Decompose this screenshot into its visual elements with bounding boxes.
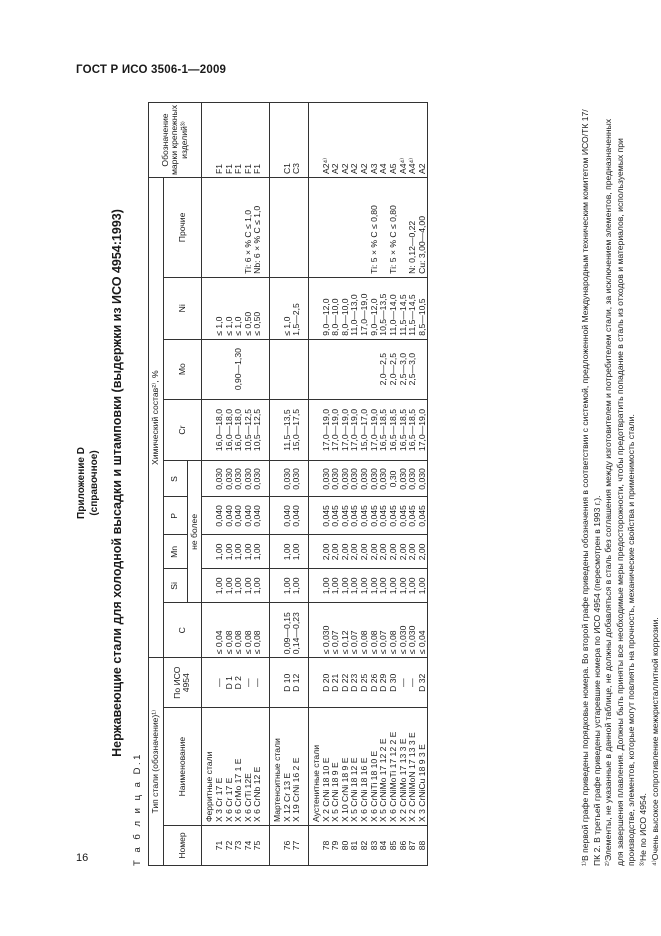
cell-ni: 17,0—19,0 <box>360 277 370 339</box>
cell-ni: 10,5—13,5 <box>379 277 389 339</box>
cell-si: 1,00 <box>244 569 254 603</box>
cell-s: 0,030 <box>253 461 263 497</box>
cell-other <box>225 178 235 278</box>
cell-grade: A2 <box>418 103 428 178</box>
cell-s: 0,030 <box>292 461 302 497</box>
cell-ni: ≤ 1,0 <box>234 277 244 339</box>
cell-mo <box>322 339 332 399</box>
cell-p: 0,045 <box>389 497 399 535</box>
appendix-title: Приложение D <box>76 447 87 519</box>
cell-si: 1,00 <box>283 569 293 603</box>
cell-ni: ≤ 1,0 <box>283 277 293 339</box>
cell-name: X 5 CrNiMo 17 12 2 E <box>379 708 389 826</box>
cell-other <box>341 178 351 278</box>
cell-num: 83 <box>370 826 380 866</box>
cell-name: X 2 CrNi 18 10 E <box>322 708 332 826</box>
cell-cr: 16,5—18,5 <box>399 399 409 461</box>
cell-c: ≤ 0,07 <box>350 603 360 658</box>
cell-si: 1,00 <box>408 569 418 603</box>
cell-cr: 16,0—18,0 <box>215 399 225 461</box>
cell-si: 1,00 <box>360 569 370 603</box>
cell-mn: 2,00 <box>379 535 389 569</box>
cell-num: 84 <box>379 826 389 866</box>
cell-cr: 17,0—19,0 <box>331 399 341 461</box>
cell-s: 0,030 <box>244 461 254 497</box>
group-label: Аустенитные стали <box>308 708 321 826</box>
cell-cr: 17,0—19,0 <box>341 399 351 461</box>
cell-ni: 11,5—14,5 <box>408 277 418 339</box>
cell-s: 0,030 <box>399 461 409 497</box>
cell-mo <box>360 339 370 399</box>
footnote-2: ²⁾Элементы, не указанные в данной таблице, не должны добавляться в сталь без соглашения между изготовителем и потребителем стали, за исключением элементов, предназначенных для завершения плавления. Должны быть приняты все необходимые меры предосторожности, чтобы предотвратить попадание в сталь из отходов и материалов, используемых при производстве, элементов, которые могут повлиять на прочность, механические свойства и применимость стали. <box>603 118 637 866</box>
header-p: P <box>163 497 187 535</box>
cell-c: ≤ 0,04 <box>215 603 225 658</box>
cell-cr: 16,5—18,5 <box>408 399 418 461</box>
footnote-4: ⁴⁾Очень высокое сопротивление межкристаллитной коррозии. <box>650 617 660 866</box>
cell-num: 74 <box>244 826 254 866</box>
cell-s: 0,030 <box>370 461 380 497</box>
header-other: Прочие <box>163 178 202 278</box>
cell-iso: D 30 <box>389 658 399 708</box>
cell-s: 0,030 <box>234 461 244 497</box>
cell-iso: — <box>408 658 418 708</box>
cell-s: 0,030 <box>283 461 293 497</box>
cell-num: 77 <box>292 826 302 866</box>
cell-num: 78 <box>322 826 332 866</box>
header-mn: Mn <box>163 535 187 569</box>
cell-s: 0,030 <box>331 461 341 497</box>
cell-mo: 2,0—2,5 <box>389 339 399 399</box>
cell-num: 87 <box>408 826 418 866</box>
cell-mn: 2,00 <box>399 535 409 569</box>
cell-p: 0,045 <box>331 497 341 535</box>
cell-iso: D 32 <box>418 658 428 708</box>
cell-ni: ≤ 0,50 <box>253 277 263 339</box>
footnote-3: ³⁾Не по ИСО 4954. <box>638 793 648 866</box>
cell-other <box>322 178 332 278</box>
cell-num: 76 <box>283 826 293 866</box>
cell-ni: 11,5—14,5 <box>399 277 409 339</box>
cell-cr: 17,0—19,0 <box>350 399 360 461</box>
cell-grade: A3 <box>370 103 380 178</box>
cell-grade: F1 <box>234 103 244 178</box>
cell-grade: A2 <box>350 103 360 178</box>
cell-si: 1,00 <box>370 569 380 603</box>
cell-grade: A4⁴⁾ <box>408 103 418 178</box>
cell-iso: D 22 <box>341 658 351 708</box>
cell-c: 0,09—0,15 <box>283 603 293 658</box>
cell-cr: 10,5—12,5 <box>253 399 263 461</box>
appendix-subtitle: (справочное) <box>89 450 100 516</box>
header-steel-type: Тип стали (обозначение)¹⁾ <box>149 658 164 866</box>
header-ni: Ni <box>163 277 202 339</box>
cell-mo <box>331 339 341 399</box>
cell-iso: D 25 <box>360 658 370 708</box>
cell-si: 1,00 <box>234 569 244 603</box>
table-body <box>202 103 428 866</box>
cell-other: Nb: 6 × % C ≤ 1,0 <box>253 178 263 278</box>
cell-mn: 1,00 <box>215 535 225 569</box>
cell-other <box>331 178 341 278</box>
cell-c: ≤ 0,08 <box>244 603 254 658</box>
cell-mn: 1,00 <box>292 535 302 569</box>
cell-name: X 6 CrNi 18 16 E <box>360 708 370 826</box>
cell-cr: 17,0—19,0 <box>322 399 332 461</box>
cell-c: ≤ 0,08 <box>370 603 380 658</box>
cell-mn: 1,00 <box>253 535 263 569</box>
cell-si: 1,00 <box>253 569 263 603</box>
cell-ni: 11,0—13,0 <box>350 277 360 339</box>
cell-p: 0,040 <box>215 497 225 535</box>
header-c: C <box>163 603 202 658</box>
cell-name: X 6 CrNb 12 E <box>253 708 263 826</box>
cell-name: X 6 CrMo 17 1 E <box>234 708 244 826</box>
cell-grade: F1 <box>225 103 235 178</box>
cell-iso: — <box>399 658 409 708</box>
cell-c: ≤ 0,12 <box>341 603 351 658</box>
cell-iso: D 26 <box>370 658 380 708</box>
cell-cr: 16,0—18,0 <box>225 399 235 461</box>
cell-other <box>292 178 302 278</box>
cell-ni: ≤ 1,0 <box>215 277 225 339</box>
cell-mn: 2,00 <box>360 535 370 569</box>
cell-other: Ti: 5 × % C ≤ 0,80 <box>370 178 380 278</box>
cell-mn: 2,00 <box>408 535 418 569</box>
cell-num: 85 <box>389 826 399 866</box>
cell-num: 80 <box>341 826 351 866</box>
cell-name: X 3 Cr 17 E <box>215 708 225 826</box>
cell-c: ≤ 0,07 <box>379 603 389 658</box>
cell-c: ≤ 0,08 <box>389 603 399 658</box>
cell-mo: 2,5—3,0 <box>399 339 409 399</box>
cell-c: ≤ 0,04 <box>418 603 428 658</box>
cell-mn: 1,00 <box>283 535 293 569</box>
cell-ni: 9,0—12,0 <box>322 277 332 339</box>
cell-mo <box>350 339 360 399</box>
header-number: Номер <box>163 826 202 866</box>
cell-cr: 15,0—17,0 <box>360 399 370 461</box>
cell-p: 0,045 <box>399 497 409 535</box>
cell-mo <box>215 339 225 399</box>
cell-num: 73 <box>234 826 244 866</box>
cell-mn: 1,00 <box>244 535 254 569</box>
cell-c: ≤ 0,08 <box>360 603 370 658</box>
cell-si: 1,00 <box>379 569 389 603</box>
cell-iso: D 23 <box>350 658 360 708</box>
cell-iso: D 2 <box>234 658 244 708</box>
cell-mo <box>292 339 302 399</box>
cell-mn: 2,00 <box>389 535 399 569</box>
cell-name: X 6 CrNiTi 18 10 E <box>370 708 380 826</box>
cell-si: 1,00 <box>418 569 428 603</box>
footnote-1: ¹⁾В первой графе приведены порядковые номера. Во второй графе приведены обозначения в соответствии с системой, предложенной Международным техническим комитетом ИСО/ТК 17/ПК 2. В третьей графе приведены устаревшие номера по ИСО 4954 (пересмотрен в 1993 г.). <box>580 109 602 866</box>
cell-iso: — <box>215 658 225 708</box>
cell-iso: D 21 <box>331 658 341 708</box>
cell-ni: ≤ 1,0 <box>225 277 235 339</box>
cell-grade: F1 <box>215 103 225 178</box>
steel-composition-table <box>148 102 428 866</box>
cell-num: 86 <box>399 826 409 866</box>
cell-iso: — <box>253 658 263 708</box>
cell-mo: 0,90—1,30 <box>234 339 244 399</box>
cell-other <box>215 178 225 278</box>
cell-si: 1,00 <box>322 569 332 603</box>
cell-other <box>283 178 293 278</box>
cell-si: 1,00 <box>399 569 409 603</box>
cell-p: 0,045 <box>341 497 351 535</box>
cell-name: X 10 CrNi 18 9 E <box>341 708 351 826</box>
cell-iso: — <box>244 658 254 708</box>
cell-p: 0,040 <box>244 497 254 535</box>
document-header: ГОСТ Р ИСО 3506-1—2009 <box>76 64 227 76</box>
cell-grade: A5 <box>389 103 399 178</box>
cell-other: N: 0,12—0,22 <box>408 178 418 278</box>
cell-mo <box>341 339 351 399</box>
cell-s: 0,30 <box>389 461 399 497</box>
cell-si: 1,00 <box>225 569 235 603</box>
cell-p: 0,040 <box>283 497 293 535</box>
cell-grade: F1 <box>244 103 254 178</box>
cell-cr: 16,5—18,5 <box>389 399 399 461</box>
group-label: Мартенситные стали <box>270 708 283 826</box>
cell-iso: D 20 <box>322 658 332 708</box>
cell-cr: 11,5—13,5 <box>283 399 293 461</box>
cell-ni: 8,0—10,0 <box>341 277 351 339</box>
cell-grade: F1 <box>253 103 263 178</box>
cell-si: 1,00 <box>341 569 351 603</box>
cell-name: X 6 CrNiMoTi 17 12 2 E <box>389 708 399 826</box>
cell-s: 0,030 <box>350 461 360 497</box>
cell-s: 0,030 <box>225 461 235 497</box>
header-grade: Обозначение марки крепежных изделий³⁾ <box>149 103 202 178</box>
cell-num: 82 <box>360 826 370 866</box>
cell-mn: 2,00 <box>341 535 351 569</box>
cell-p: 0,045 <box>350 497 360 535</box>
cell-c: 0,14—0,23 <box>292 603 302 658</box>
cell-num: 79 <box>331 826 341 866</box>
cell-ni: 8,0—10,0 <box>331 277 341 339</box>
cell-mo: 2,0—2,5 <box>379 339 389 399</box>
cell-mn: 2,00 <box>322 535 332 569</box>
cell-ni: ≤ 0,50 <box>244 277 254 339</box>
cell-ni: 8,5—10,5 <box>418 277 428 339</box>
cell-grade: A2 <box>341 103 351 178</box>
cell-p: 0,040 <box>292 497 302 535</box>
header-mo: Mo <box>163 339 202 399</box>
table-row <box>418 103 428 866</box>
cell-mn: 2,00 <box>331 535 341 569</box>
cell-p: 0,045 <box>408 497 418 535</box>
cell-grade: A2 <box>331 103 341 178</box>
header-max: не более <box>187 461 202 603</box>
cell-mn: 1,00 <box>225 535 235 569</box>
rotated-table-page <box>68 98 660 868</box>
header-chem: Химический состав²⁾, % <box>149 178 164 658</box>
cell-mn: 2,00 <box>350 535 360 569</box>
cell-ni: 9,0—12,0 <box>370 277 380 339</box>
cell-s: 0,030 <box>408 461 418 497</box>
cell-other: Ti: 5 × % C ≤ 0,80 <box>389 178 399 278</box>
cell-c: ≤ 0,08 <box>253 603 263 658</box>
cell-grade: C3 <box>292 103 302 178</box>
cell-name: X 2 CrNiMo 17 13 3 E <box>399 708 409 826</box>
table-caption: Т а б л и ц а D.1 <box>132 752 143 866</box>
cell-other: Ti: 6 × % C ≤ 1,0 <box>244 178 254 278</box>
cell-grade: C1 <box>283 103 293 178</box>
header-name: Наименование <box>163 708 202 826</box>
cell-s: 0,030 <box>360 461 370 497</box>
cell-s: 0,030 <box>379 461 389 497</box>
cell-num: 71 <box>215 826 225 866</box>
cell-si: 1,00 <box>331 569 341 603</box>
cell-c: ≤ 0,030 <box>322 603 332 658</box>
cell-mo <box>253 339 263 399</box>
cell-si: 1,00 <box>292 569 302 603</box>
header-si: Si <box>163 569 187 603</box>
cell-cr: 10,5—12,5 <box>244 399 254 461</box>
page-number: 16 <box>76 852 89 864</box>
cell-si: 1,00 <box>350 569 360 603</box>
cell-iso: D 29 <box>379 658 389 708</box>
cell-iso: D 12 <box>292 658 302 708</box>
cell-s: 0,030 <box>341 461 351 497</box>
cell-other: Cu: 3,00—4,00 <box>418 178 428 278</box>
cell-s: 0,030 <box>215 461 225 497</box>
cell-p: 0,040 <box>253 497 263 535</box>
cell-c: ≤ 0,030 <box>399 603 409 658</box>
cell-p: 0,040 <box>234 497 244 535</box>
cell-mn: 2,00 <box>418 535 428 569</box>
cell-grade: A4⁴⁾ <box>399 103 409 178</box>
cell-mo: 2,5—3,0 <box>408 339 418 399</box>
cell-p: 0,040 <box>225 497 235 535</box>
cell-name: X 12 Cr 13 E <box>283 708 293 826</box>
cell-name: X 3 CrNiCu 18 9 3 E <box>418 708 428 826</box>
cell-name: X 2 CrNiMoN 17 13 3 E <box>408 708 418 826</box>
cell-mo <box>244 339 254 399</box>
cell-si: 1,00 <box>389 569 399 603</box>
table-row <box>253 103 263 866</box>
cell-num: 72 <box>225 826 235 866</box>
cell-name: X 6 CrTi 12E <box>244 708 254 826</box>
cell-c: ≤ 0,030 <box>408 603 418 658</box>
cell-mn: 2,00 <box>370 535 380 569</box>
cell-iso: D 1 <box>225 658 235 708</box>
cell-iso: D 10 <box>283 658 293 708</box>
cell-p: 0,045 <box>379 497 389 535</box>
cell-cr: 17,0—19,0 <box>370 399 380 461</box>
cell-cr: 15,0—17,5 <box>292 399 302 461</box>
header-cr: Cr <box>163 399 202 461</box>
cell-p: 0,045 <box>370 497 380 535</box>
cell-cr: 16,0—18,0 <box>234 399 244 461</box>
cell-s: 0,030 <box>322 461 332 497</box>
cell-mn: 1,00 <box>234 535 244 569</box>
header-s: S <box>163 461 187 497</box>
table-row <box>292 103 302 866</box>
cell-c: ≤ 0,08 <box>225 603 235 658</box>
cell-s: 0,030 <box>418 461 428 497</box>
cell-grade: A4 <box>379 103 389 178</box>
cell-name: X 5 CrNi 18 9 E <box>331 708 341 826</box>
cell-cr: 17,0—19,0 <box>418 399 428 461</box>
group-label: Ферритные стали <box>202 708 215 826</box>
cell-si: 1,00 <box>215 569 225 603</box>
cell-mo <box>418 339 428 399</box>
cell-num: 88 <box>418 826 428 866</box>
cell-grade: A2⁴⁾ <box>322 103 332 178</box>
cell-ni: 11,0—14,0 <box>389 277 399 339</box>
cell-p: 0,045 <box>360 497 370 535</box>
cell-mo <box>283 339 293 399</box>
cell-grade: A2 <box>360 103 370 178</box>
cell-p: 0,045 <box>322 497 332 535</box>
cell-ni: 1,5—2,5 <box>292 277 302 339</box>
cell-num: 81 <box>350 826 360 866</box>
cell-c: ≤ 0,07 <box>331 603 341 658</box>
cell-name: X 19 CrNi 16 2 E <box>292 708 302 826</box>
cell-name: X 6 Cr 17 E <box>225 708 235 826</box>
cell-other <box>350 178 360 278</box>
header-iso: По ИСО 4954 <box>163 658 202 708</box>
appendix-main-title: Нержавеющие стали для холодной высадки и штамповки (выдержки из ИСО 4954:1993) <box>110 209 124 757</box>
cell-name: X 5 CrNi 18 12 E <box>350 708 360 826</box>
cell-p: 0,045 <box>418 497 428 535</box>
cell-c: ≤ 0,08 <box>234 603 244 658</box>
cell-cr: 16,5—18,5 <box>379 399 389 461</box>
cell-num: 75 <box>253 826 263 866</box>
